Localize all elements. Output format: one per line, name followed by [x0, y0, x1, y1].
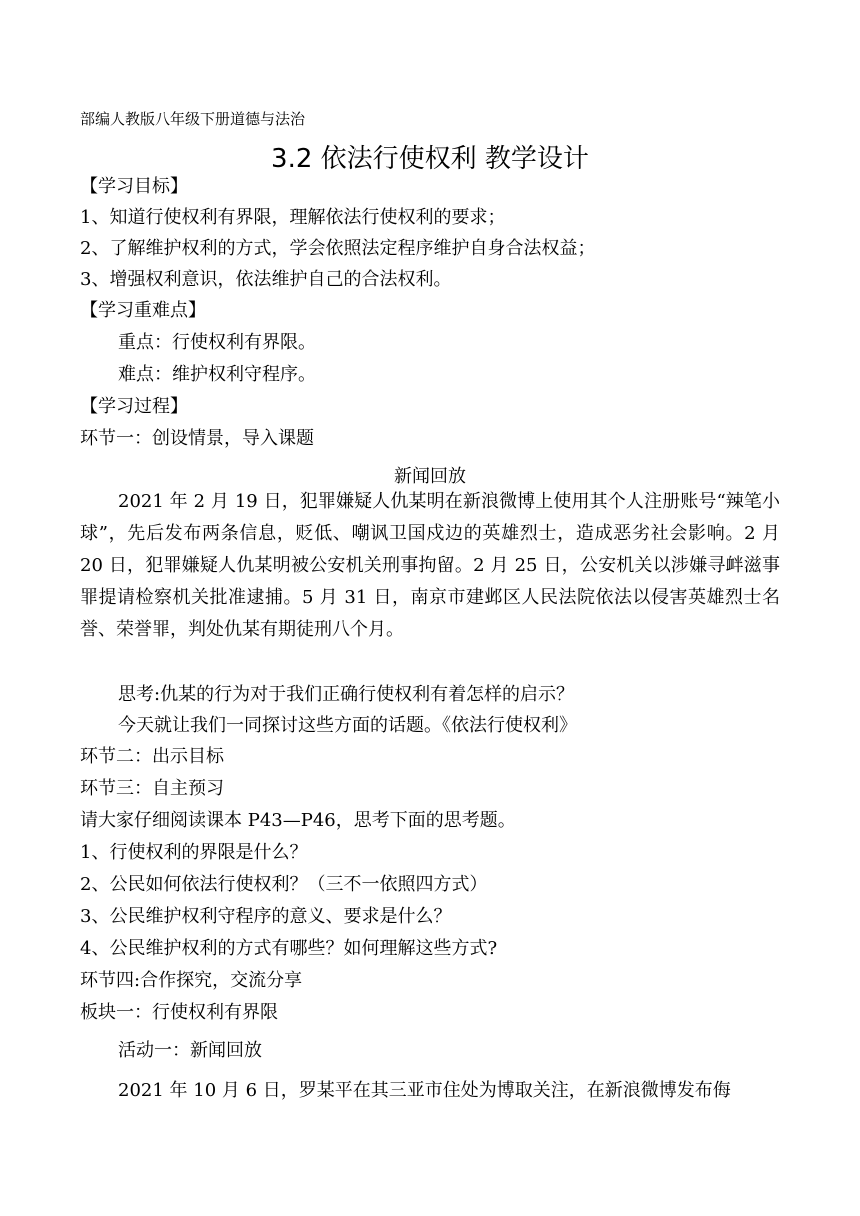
block-one: 板块一：行使权利有界限: [80, 1002, 278, 1023]
news-title: 新闻回放: [394, 466, 466, 487]
question-item: 2、公民如何依法行使权利？（三不一依照四方式）: [80, 874, 488, 895]
step-two: 环节二：出示目标: [80, 746, 224, 767]
think-question: 思考:仇某的行为对于我们正确行使权利有着怎样的启示？: [118, 684, 575, 705]
news-paragraph: 2021 年 2 月 19 日，犯罪嫌疑人仇某明在新浪微博上使用其个人注册账号“辣笔小球”，先后发布两条信息，贬低、嘲讽卫国戍边的英雄烈士，造成恶劣社会影响。2 月 20 日，犯罪嫌疑人仇某明被公安机关刑事拘留。2 月 25 日，公安机关以涉嫌寻衅滋事罪提请检察机关批准逮捕。5 月 31 日，南京市建邺区人民法院依法以侵害英雄烈士名誉、荣誉罪，判处仇某有期徒刑八个月。: [80, 491, 780, 640]
question-item: 1、行使权利的界限是什么？: [80, 842, 308, 863]
goal-item: 3、增强权利意识，依法维护自己的合法权利。: [80, 269, 452, 290]
document-subtitle: 部编人教版八年级下册道德与法治: [80, 110, 306, 128]
goal-item: 2、了解维护权利的方式，学会依照法定程序维护自身合法权益；: [80, 238, 596, 259]
goal-item: 1、知道行使权利有界限，理解依法行使权利的要求；: [80, 207, 506, 228]
reading-instruction: 请大家仔细阅读课本 P43—P46，思考下面的思考题。: [80, 810, 516, 831]
step-four: 环节四:合作探究，交流分享: [80, 970, 303, 991]
step-three: 环节三：自主预习: [80, 778, 224, 799]
step-one: 环节一：创设情景，导入课题: [80, 428, 314, 449]
key-point: 重点：行使权利有界限。: [118, 332, 316, 353]
activity-one: 活动一：新闻回放: [118, 1040, 262, 1061]
goals-heading: 【学习目标】: [80, 176, 188, 197]
today-intro: 今天就让我们一同探讨这些方面的话题。《依法行使权利》: [118, 715, 577, 736]
key-heading: 【学习重难点】: [80, 300, 206, 321]
difficult-point: 难点：维护权利守程序。: [118, 364, 316, 385]
process-heading: 【学习过程】: [80, 396, 188, 417]
news-paragraph-two: 2021 年 10 月 6 日，罗某平在其三亚市住处为博取关注，在新浪微博发布侮: [118, 1080, 731, 1101]
document-title: 3.2 依法行使权利 教学设计: [271, 144, 589, 174]
question-item: 3、公民维护权利守程序的意义、要求是什么？: [80, 906, 452, 927]
question-item: 4、公民维护权利的方式有哪些？如何理解这些方式?: [80, 938, 498, 959]
